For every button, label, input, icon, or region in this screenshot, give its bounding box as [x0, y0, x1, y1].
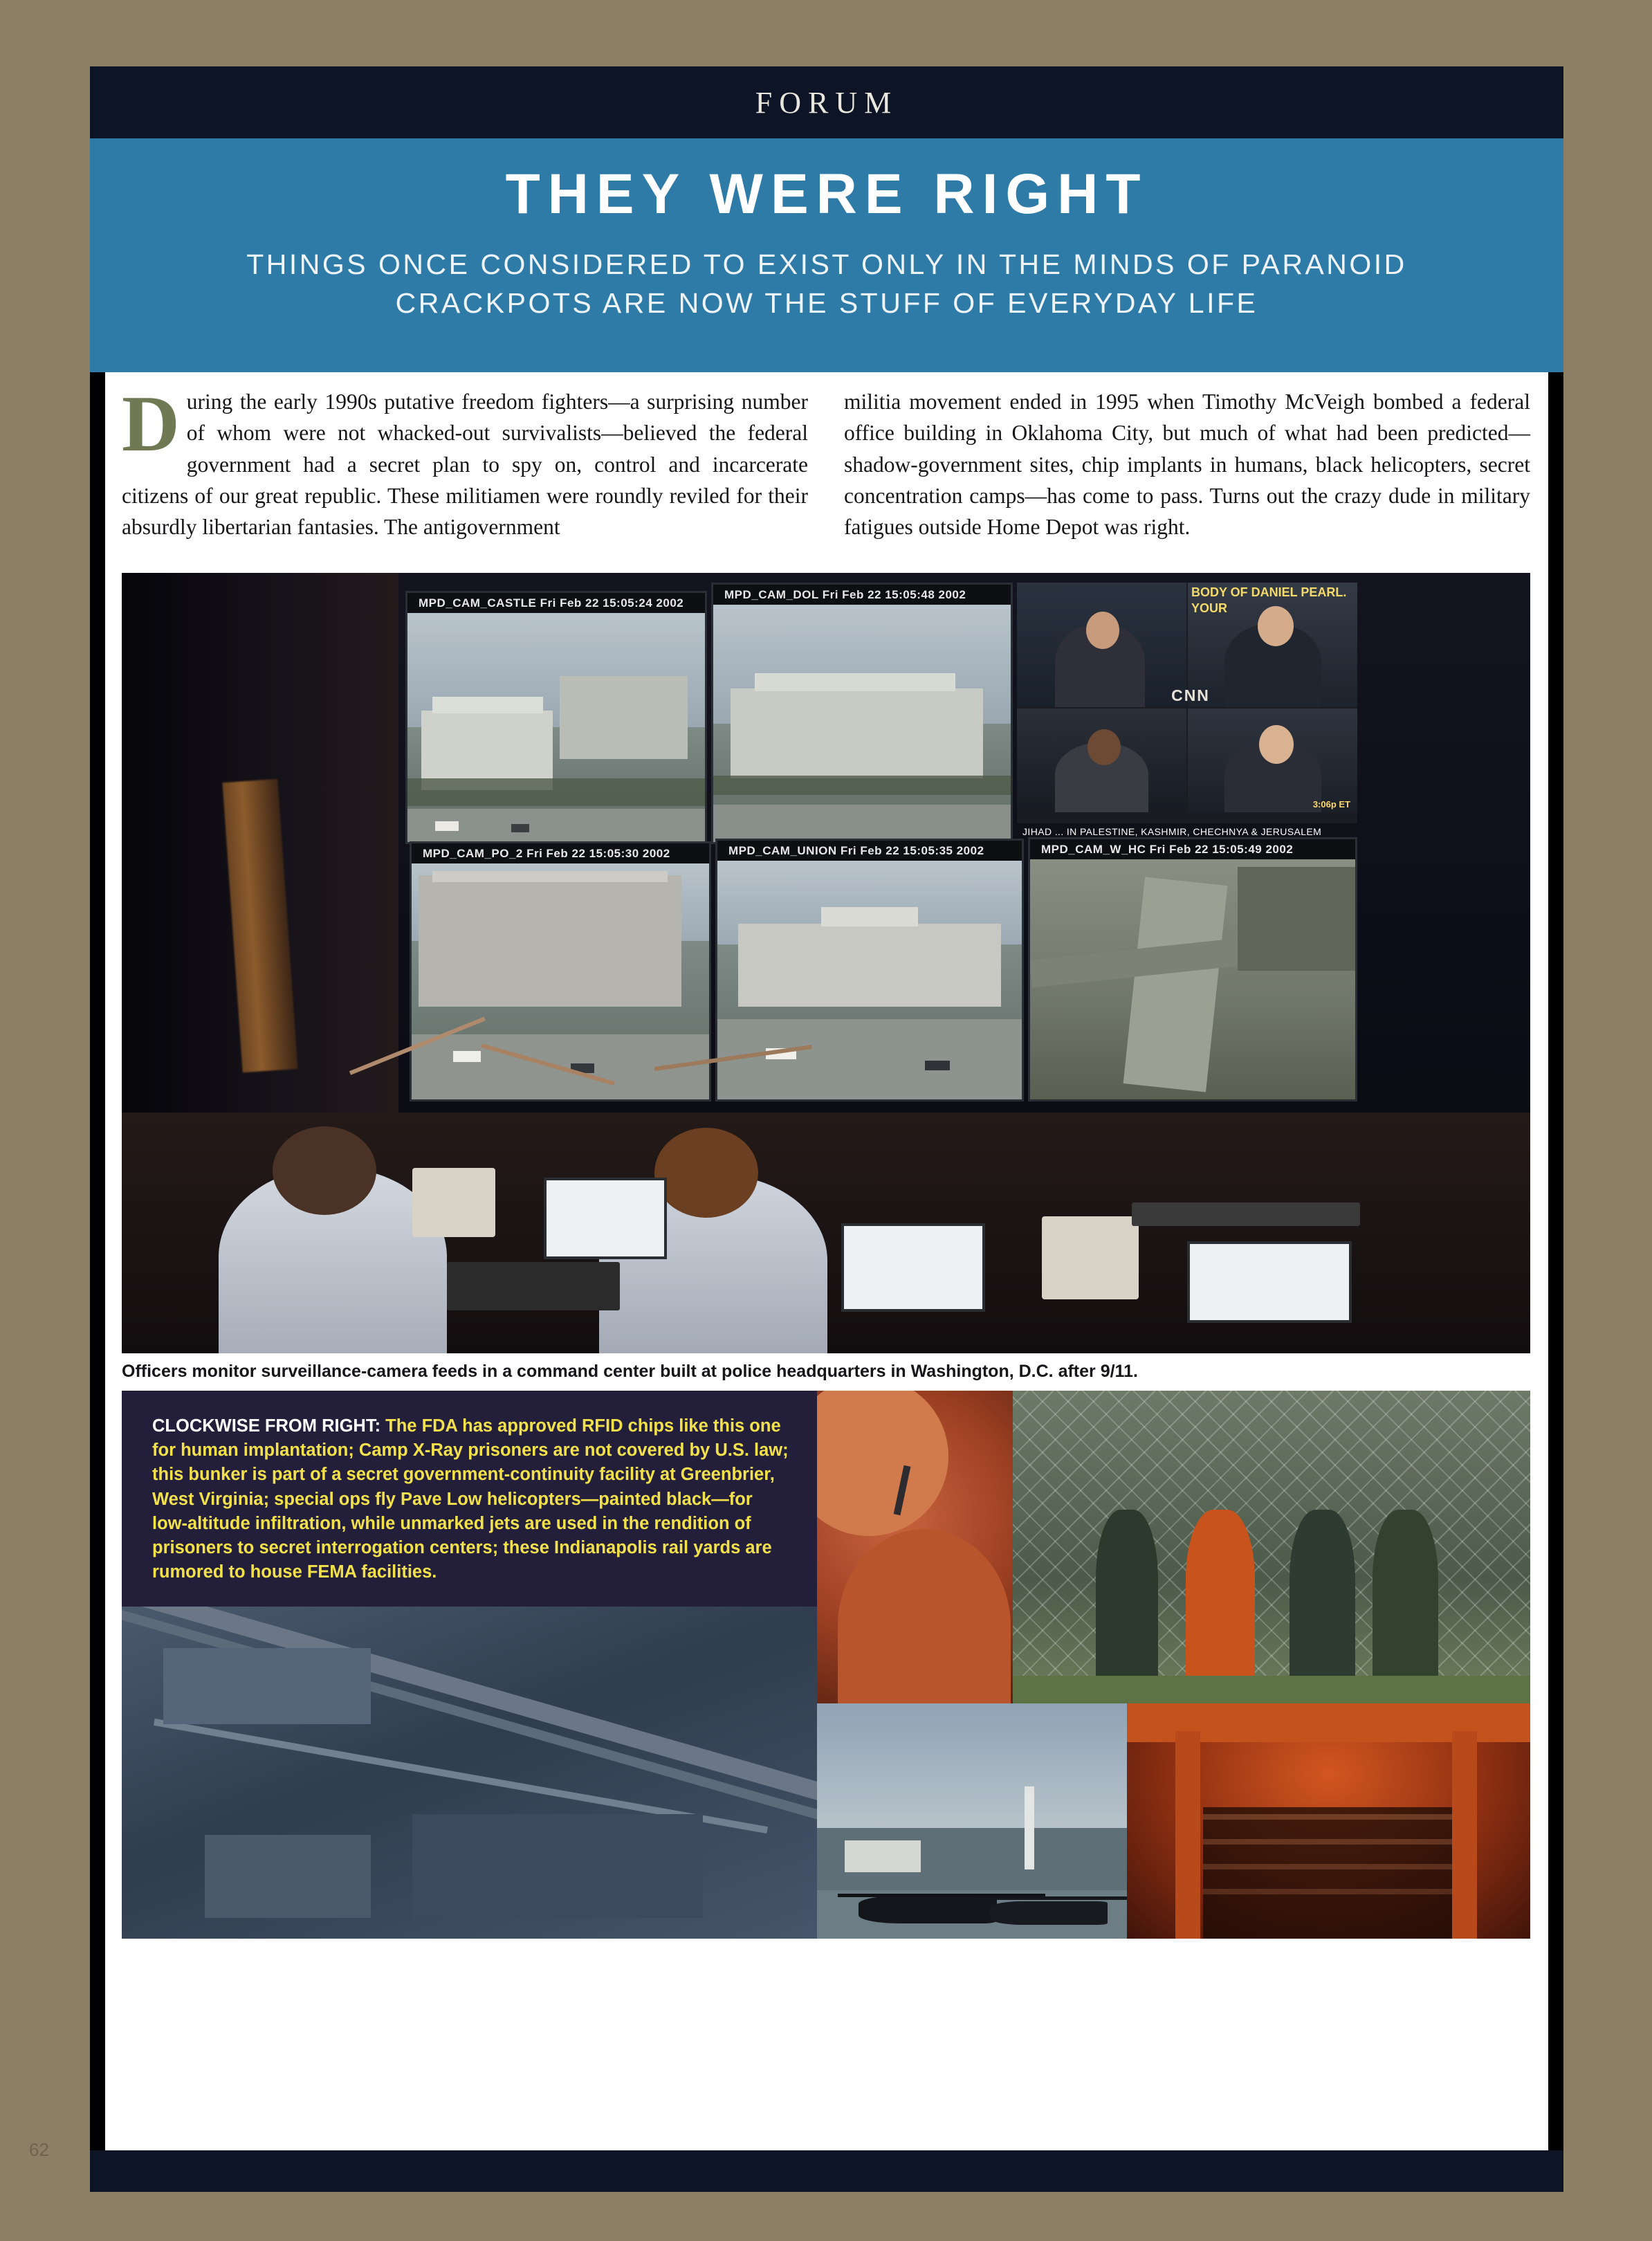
tv-time: 3:06p ET	[1312, 799, 1350, 809]
screen-dol	[711, 583, 1013, 844]
kicker-label: FORUM	[755, 85, 899, 120]
photo-collage	[122, 1391, 1530, 1939]
cnn-logo: CNN	[1171, 686, 1210, 704]
camp-xray-photo	[1013, 1391, 1530, 1703]
magazine-page	[90, 66, 1563, 2192]
body-area	[105, 372, 1548, 2150]
screen-whc	[1028, 837, 1357, 1101]
article-text-2: militia movement ended in 1995 when Timothy McVeigh bombed a federal office building in Oklahoma City, but much of what had been predicted—shadow-government sites, chip implants in humans, black helicopters, secret concentration camps—has come to pass. Turns out the crazy dude in military fatigues outside Home Depot was right.	[844, 390, 1530, 540]
flag	[222, 779, 297, 1073]
rfid-chip-photo	[817, 1391, 1013, 1703]
drop-cap: D	[122, 380, 180, 468]
bottom-bar	[90, 2150, 1563, 2192]
greenbrier-bunker-photo	[1127, 1703, 1530, 1939]
desk-monitor-3	[1187, 1241, 1352, 1323]
screen-po2-label: MPD_CAM_PO_2 Fri Feb 22 15:05:30 2002	[412, 843, 709, 863]
screen-po2	[410, 841, 711, 1101]
screen-castle	[405, 591, 707, 844]
tv-headline-line1: BODY OF DANIEL PEARL.	[1191, 585, 1347, 599]
page-title: THEY WERE RIGHT	[505, 163, 1148, 226]
collage-caption-block	[122, 1391, 817, 1607]
operator-1-head	[273, 1126, 376, 1215]
keyboard-2	[1132, 1202, 1360, 1226]
black-helicopter-photo	[817, 1703, 1127, 1939]
screen-dol-label: MPD_CAM_DOL Fri Feb 22 15:05:48 2002	[713, 585, 1011, 605]
article-text-1: uring the early 1990s putative freedom fighters—a surprising number of whom were not whacked-out survivalists—believed the federal government had a secret plan to spy on, control and incarcerate citizens of our great republic. These militiamen were roundly reviled for their absurdly libertarian fantasies. The antigovernment	[122, 390, 808, 540]
collage-caption-lead: CLOCKWISE FROM RIGHT:	[152, 1416, 381, 1436]
headline-band	[90, 138, 1563, 372]
desk-phone-2	[1042, 1216, 1139, 1299]
collage-caption-text: The FDA has approved RFID chips like this one for human implantation; Camp X-Ray prisoners are not covered by U.S. law; this bunker is part of a secret government-continuity facility at Greenbrier, West Virginia; special ops fly Pave Low helicopters—painted black—for low-altitude infiltration, while unmarked jets are used in the rendition of prisoners to secret interrogation centers; these Indianapolis rail yards are rumored to house FEMA facilities.	[152, 1416, 789, 1582]
forum-kicker-bar	[90, 66, 1563, 138]
command-center-photo	[122, 573, 1530, 1353]
page-folio: 62	[29, 2139, 49, 2160]
tv-headline-line2: YOUR	[1191, 601, 1228, 615]
article-column-2	[844, 386, 1530, 543]
article-deck	[122, 380, 1530, 543]
desk-monitor-2	[841, 1223, 985, 1312]
page-subtitle: THINGS ONCE CONSIDERED TO EXIST ONLY IN THE MINDS OF PARANOID CRACKPOTS ARE NOW THE STUFF OF EVERYDAY LIFE	[246, 248, 1407, 320]
screen-castle-label: MPD_CAM_CASTLE Fri Feb 22 15:05:24 2002	[407, 593, 705, 613]
screen-union	[715, 839, 1024, 1101]
desk-monitor-1	[544, 1178, 667, 1259]
operator-2-head	[654, 1128, 758, 1218]
screen-whc-label: MPD_CAM_W_HC Fri Feb 22 15:05:49 2002	[1030, 839, 1355, 859]
screen-union-label: MPD_CAM_UNION Fri Feb 22 15:05:35 2002	[717, 841, 1022, 861]
photo-caption: Officers monitor surveillance-camera feeds in a command center built at police headquarters in Washington, D.C. after 9/11.	[122, 1362, 1138, 1381]
article-column-1	[122, 380, 808, 543]
tv-news-panel	[1017, 583, 1357, 840]
aerial-rail-yards-photo	[122, 1607, 817, 1939]
keyboard-1	[447, 1262, 620, 1310]
operator-desk	[122, 1113, 1530, 1353]
tv-ticker: JIHAD ... IN PALESTINE, KASHMIR, CHECHNYA & JERUSALEM	[1017, 823, 1357, 840]
page-inner	[90, 66, 1563, 2192]
desk-phone-1	[412, 1168, 495, 1237]
